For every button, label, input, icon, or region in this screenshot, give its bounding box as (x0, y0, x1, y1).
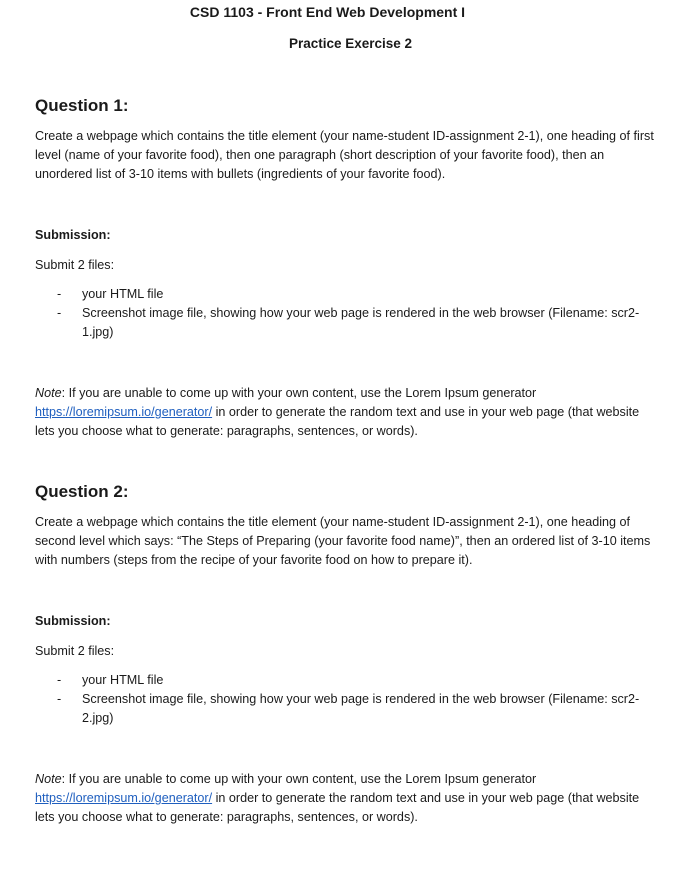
question-1-note (35, 384, 660, 441)
question-2-section (35, 481, 660, 827)
question-2-submit-count: Submit 2 files: (35, 644, 115, 658)
file-item-text: your HTML file (82, 287, 164, 301)
question-1-submit-count: Submit 2 files: (35, 258, 115, 272)
course-title: CSD 1103 - Front End Web Development I (189, 4, 466, 20)
note-text-pre: : If you are unable to come up with your own content, use the Lorem Ipsum generator (61, 386, 537, 400)
note-text-post: in order to generate the random text and use in your web page (that website lets you choose what to generate: paragraphs, sentences, or words). (35, 791, 640, 824)
question-1-section (35, 95, 660, 441)
dash-bullet: - (57, 287, 62, 301)
question-2-file-list (35, 671, 660, 728)
dash-bullet: - (57, 673, 62, 687)
question-2-submission-label: Submission: (35, 614, 111, 628)
question-1-submission-label: Submission: (35, 228, 111, 242)
file-item-text: Screenshot image file, showing how your web page is rendered in the web browser (Filename: scr2-1.jpg) (82, 306, 640, 339)
file-item-text: Screenshot image file, showing how your web page is rendered in the web browser (Filename: scr2-2.jpg) (82, 692, 640, 725)
lorem-ipsum-generator-link[interactable]: https://loremipsum.io/generator/ (35, 405, 213, 419)
note-text-post: in order to generate the random text and use in your web page (that website lets you choose what to generate: paragraphs, sentences, or words). (35, 405, 640, 438)
lorem-ipsum-generator-link[interactable]: https://loremipsum.io/generator/ (35, 791, 213, 805)
question-2-heading: Question 2: (35, 482, 129, 501)
note-label: Note (35, 386, 62, 400)
list-item (35, 690, 660, 728)
exercise-title: Practice Exercise 2 (288, 36, 413, 51)
dash-bullet: - (57, 692, 62, 706)
list-item (35, 285, 660, 304)
question-1-heading: Question 1: (35, 96, 129, 115)
file-item-text: your HTML file (82, 673, 164, 687)
note-text-pre: : If you are unable to come up with your own content, use the Lorem Ipsum generator (61, 772, 537, 786)
list-item (35, 671, 660, 690)
list-item (35, 304, 660, 342)
question-2-note (35, 770, 660, 827)
note-label: Note (35, 772, 62, 786)
question-1-body: Create a webpage which contains the title element (your name-student ID-assignment 2-1), one heading of first level (name of your favorite food), then one paragraph (short description of your favorite food), then an unordered list of 3-10 items with bullets (ingredients of your favorite food). (35, 129, 654, 181)
question-2-body: Create a webpage which contains the title element (your name-student ID-assignment 2-1), one heading of second level which says: “The Steps of Preparing (your favorite food name)”, then an ordered list of 3-10 items with numbers (steps from the recipe of your favorite food on how to prepare it). (35, 515, 651, 567)
question-1-file-list (35, 285, 660, 342)
dash-bullet: - (57, 306, 62, 320)
